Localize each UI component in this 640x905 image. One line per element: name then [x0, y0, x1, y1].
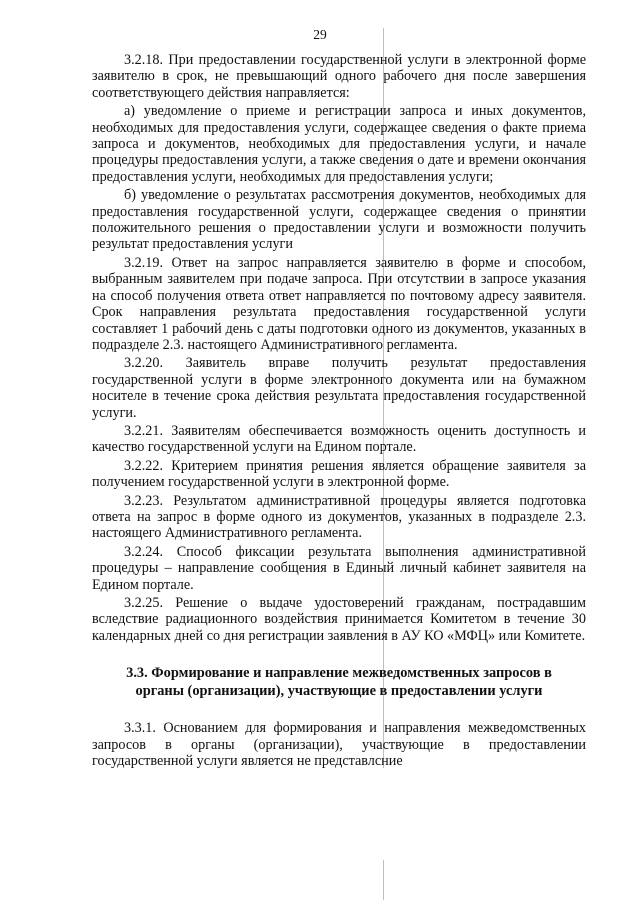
paragraph-item-a: а) уведомление о приеме и регистрации запроса и иных документов, необходимых для предоставления услуги, содержащее сведения о факте приема запроса и документов, необходимых для предоставления услуги, и начале процедуры предоставления услуги, а также сведения о дате и времени окончания предоставления услуги, необходимых для предоставления услуги; — [92, 103, 586, 185]
section-heading-3-3: 3.3. Формирование и направление межведомственных запросов в органы (организации), участвующие в предоставлении услуги — [126, 665, 552, 700]
paragraph-3-3-1: 3.3.1. Основанием для формирования и направления межведомственных запросов в органы (организации), участвующие в предоставлении государственной услуги является не представлсние — [92, 720, 586, 770]
paragraph-3-2-23: 3.2.23. Результатом административной процедуры является подготовка ответа на запрос в форме одного из документов, указанных в подразделе 2.3. настоящего Административного регламента. — [92, 492, 586, 542]
paragraph-item-b: б) уведомление о результатах рассмотрения документов, необходимых для предоставления государственной услуги, содержащее сведения о принятии положительного решения о предоставлении услуги и возможности получить результат предоставления услуги — [92, 187, 586, 253]
paragraph-3-2-19: 3.2.19. Ответ на запрос направляется заявителю в форме и способом, выбранным заявителем при подаче запроса. При отсутствии в запросе указания на способ получения ответа ответ направляется по почтовому адресу заявителя. Срок направления результата предоставления государственной услуги составляет 1 рабочий день с даты подготовки одного из документов, указанных в подразделе 2.3. настоящего Административного регламента. — [92, 254, 586, 353]
paragraph-3-2-22: 3.2.22. Критерием принятия решения является обращение заявителя за получением государственной услуги в электронной форме. — [92, 457, 586, 491]
document-body — [92, 52, 586, 769]
paragraph-3-2-25: 3.2.25. Решение о выдаче удостоверений гражданам, пострадавшим вследствие радиационного воздействия принимается Комитетом в течение 30 календарных дней со дня регистрации заявления в АУ КО «МФЦ» или Комитете. — [92, 595, 586, 644]
scan-fold-line-bottom — [383, 860, 384, 900]
paragraph-3-2-20: 3.2.20. Заявитель вправе получить результат предоставления государственной услуги в форме электронного документа или на бумажном носителе в течение срока действия результата предоставления государственной услуги. — [92, 355, 586, 421]
paragraph-3-2-21: 3.2.21. Заявителям обеспечивается возможность оценить доступность и качество государственной услуги на Едином портале. — [92, 422, 586, 456]
page-number: 29 — [313, 27, 327, 42]
paragraph-3-2-18: 3.2.18. При предоставлении государственной услуги в электронной форме заявителю в срок, не превышающий одного рабочего дня после завершения соответствующего действия направляется: — [92, 52, 586, 101]
paragraph-3-2-24: 3.2.24. Способ фиксации результата выполнения административной процедуры – направление сообщения в Единый личный кабинет заявителя на Едином портале. — [92, 543, 586, 593]
